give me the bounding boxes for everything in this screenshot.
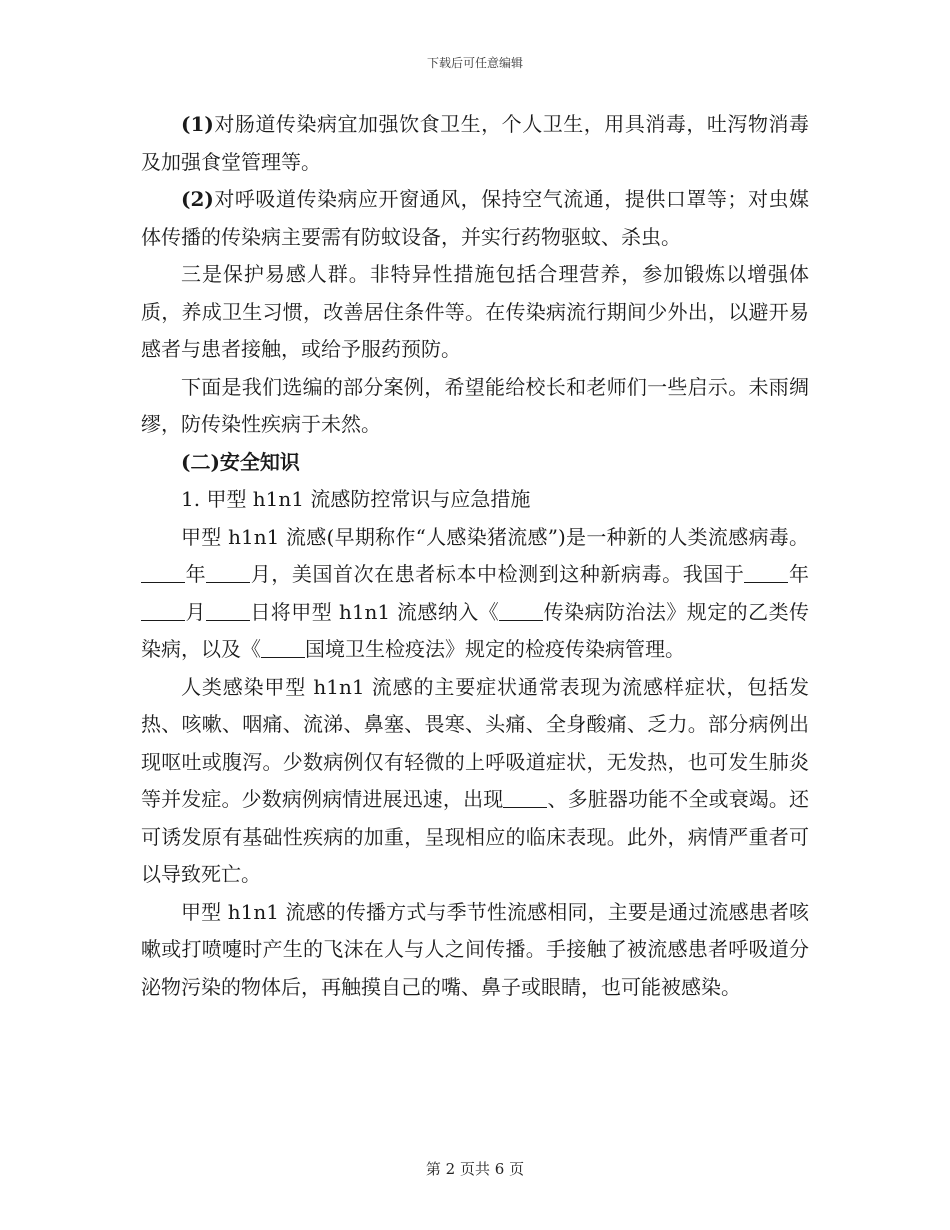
page-header: 下载后可任意编辑 <box>426 56 523 70</box>
fill-blank <box>206 600 250 621</box>
text-span: 年 <box>788 562 810 586</box>
fill-blank <box>499 600 543 621</box>
text-span: 日将甲型 h1n1 流感纳入《 <box>249 599 500 624</box>
text-span: 国境卫生检疫法》规定的检疫传染病管理。 <box>305 637 685 661</box>
fill-blank <box>206 562 250 583</box>
paragraph-intestinal <box>141 106 809 181</box>
paragraph-symptoms <box>141 669 809 894</box>
text-span: 月 <box>185 599 206 624</box>
text-span: 年 <box>185 562 207 586</box>
list-marker-2: (2) <box>181 187 214 211</box>
text-span: 传染病防治法》规定的乙类传染病，以及《 <box>141 599 810 661</box>
subheading: 1. 甲型 h1n1 流感防控常识与应急措施 <box>181 487 531 511</box>
paragraph-transmission: 甲型 h1n1 流感的传播方式与季节性流感相同，主要是通过流感患者咳嗽或打喷嚏时产生的飞沫在人与人之间传播。手接触了被流感患者呼吸道分泌物污染的物体后，再触摸自己的嘴、鼻子或眼睛，也可能被感染。 <box>141 899 809 999</box>
paragraph-respiratory <box>141 181 809 256</box>
text-span: 人类感染甲型 h1n1 流感的主要症状通常表现为流感样症状，包括发热、咳嗽、咽痛、流涕、鼻塞、畏寒、头痛、全身酸痛、乏力。部分病例出现呕吐或腹泻。少数病例仅有轻微的上呼吸道症状，无发热，也可发生肺炎等并发症。少数病例病情进展迅速，出现 <box>141 674 809 811</box>
paragraph-text: 对肠道传染病宜加强饮食卫生，个人卫生，用具消毒，吐泻物消毒及加强食堂管理等。 <box>141 112 809 174</box>
document-body <box>141 106 809 1006</box>
fill-blank <box>141 600 185 621</box>
page-footer: 第 2 页共 6 页 <box>425 1160 525 1178</box>
paragraph-text: 对呼吸道传染病应开窗通风，保持空气流通，提供口罩等；对虫媒体传播的传染病主要需有防蚊设备，并实行药物驱蚊、杀虫。 <box>141 187 809 249</box>
paragraph-h1n1-intro <box>141 519 809 669</box>
fill-blank <box>744 562 788 583</box>
fill-blank <box>261 637 305 658</box>
list-marker-1: (1) <box>181 112 214 136</box>
text-span: 月，美国首次在患者标本中检测到这种新病毒。我国于 <box>250 562 745 586</box>
text-span: 甲型 h1n1 流感(早期称作“人感染猪流感”)是一种新的人类流感病毒。 <box>181 524 809 549</box>
paragraph-protect-susceptible: 三是保护易感人群。非特异性措施包括合理营养，参加锻炼以增强体质，养成卫生习惯，改善居住条件等。在传染病流行期间少外出，以避开易感者与患者接触，或给予服药预防。 <box>141 262 809 361</box>
fill-blank <box>503 787 547 808</box>
text-span: 、多脏器功能不全或衰竭。还可诱发原有基础性疾病的加重，呈现相应的临床表现。此外，病情严重者可以导致死亡。 <box>141 787 810 886</box>
section-heading: (二)安全知识 <box>181 449 300 474</box>
paragraph-case-intro: 下面是我们选编的部分案例，希望能给校长和老师们一些启示。未雨绸缪，防传染性疾病于未然。 <box>141 374 809 436</box>
fill-blank <box>141 562 185 583</box>
